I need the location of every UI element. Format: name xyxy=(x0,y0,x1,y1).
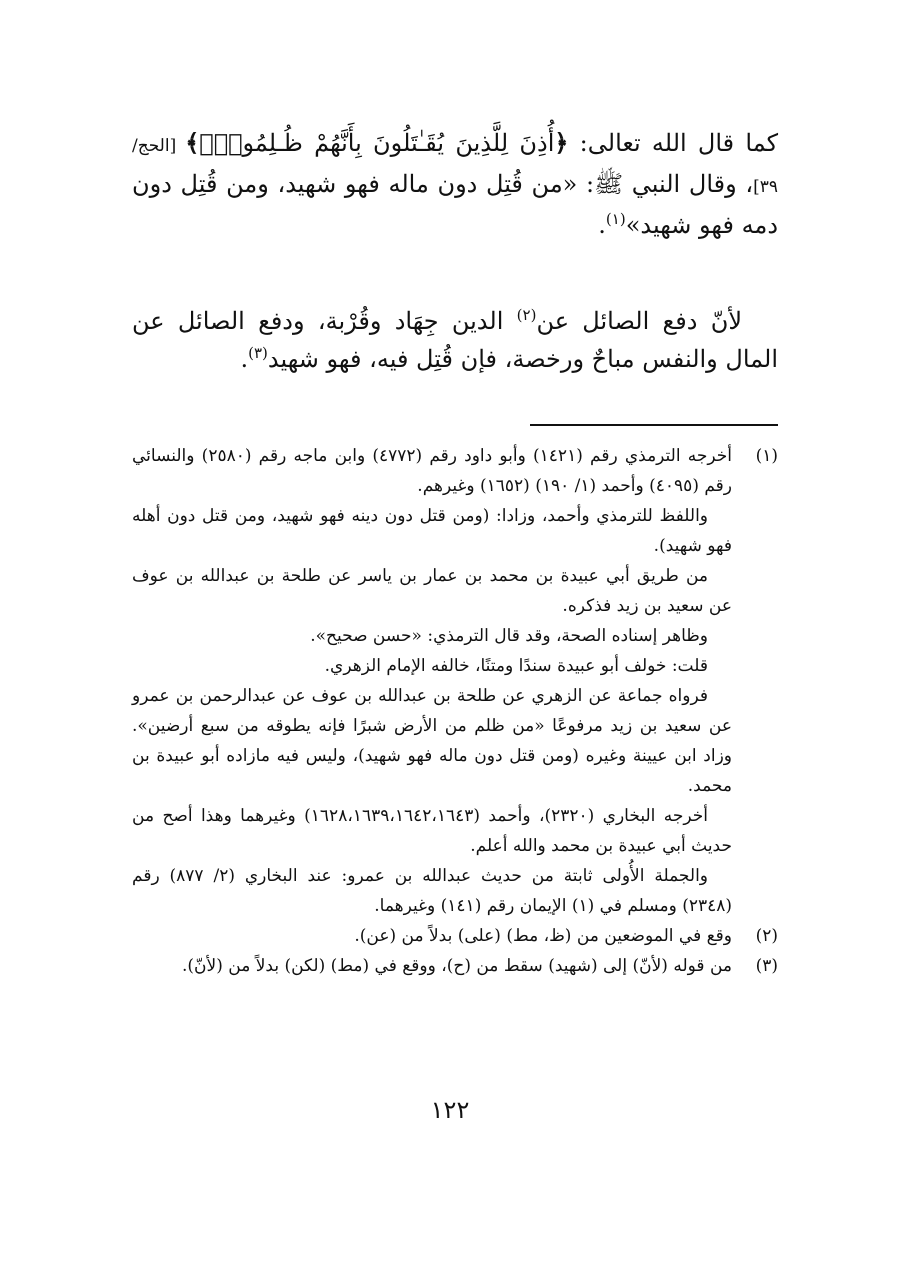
footnote-divider xyxy=(530,424,778,426)
paragraph-lead-text: كما قال الله تعالى: xyxy=(568,129,778,157)
footnote-line: فرواه جماعة عن الزهري عن طلحة بن عبدالله بن عوف عن عبدالرحمن بن عمرو عن سعيد بن زيد مرفوعًا «من ظلم من الأرض شبرًا فإنه يطوقه من سبع أرضين». وزاد ابن عيينة وغيره (ومن قتل دون ماله فهو شهيد)، وليس فيه مازاده أبو عبيدة بن محمد. xyxy=(132,686,732,796)
footnote-line: وظاهر إسناده الصحة، وقد قال الترمذي: «حسن صحيح». xyxy=(310,626,708,646)
footnote-line: وقع في الموضعين من (ظ، مط) (على) بدلاً من (عن). xyxy=(354,926,732,946)
footnote-line: من قوله (لأنّ) إلى (شهيد) سقط من (ح)، ووقع في (مط) (لكن) بدلاً من (لأنّ). xyxy=(182,956,732,976)
footnote-ref-2[interactable]: (٢) xyxy=(516,306,537,324)
body-paragraph-1 xyxy=(132,124,778,244)
quran-brace-open: ﴿ xyxy=(554,128,569,157)
footnote-line: من طريق أبي عبيدة بن محمد بن عمار بن ياسر عن طلحة بن عبدالله بن عوف عن سعيد بن زيد فذكره. xyxy=(132,566,732,616)
paragraph-text-part-3: . xyxy=(240,345,249,373)
footnote-line: أخرجه الترمذي رقم (١٤٢١) وأبو داود رقم (٤٧٧٢) وابن ماجه رقم (٢٥٨٠) والنسائي رقم (٤٠٩٥) وأحمد (١/ ١٩٠) (١٦٥٢) وغيرهم. xyxy=(132,446,732,496)
footnote-number: (٣) xyxy=(755,956,778,976)
footnote-number: (١) xyxy=(755,446,778,466)
page-number: ١٢٢ xyxy=(430,1096,470,1124)
quran-citation: [الحج/ ٣٩] xyxy=(132,136,778,197)
footnote-line: واللفظ للترمذي وأحمد، وزادا: (ومن قتل دون دينه فهو شهيد، ومن قتل دون أهله فهو شهيد). xyxy=(132,506,732,556)
quran-brace-close: ﴾ xyxy=(185,128,200,157)
footnote-line: قلت: خولف أبو عبيدة سندًا ومتنًا، خالفه الإمام الزهري. xyxy=(324,656,708,676)
sentence-end: . xyxy=(598,211,606,239)
quran-verse: أُذِنَ لِلَّذِينَ يُقَـٰتَلُونَ بِأَنَّهُمْ ظُـلِمُواْۚ xyxy=(199,129,555,157)
footnote-number: (٢) xyxy=(755,926,778,946)
footnote-ref-3[interactable]: (٣) xyxy=(248,344,268,362)
footnote-ref-1[interactable]: (١) xyxy=(605,210,626,228)
footnote-2 xyxy=(132,921,778,951)
hadith-text: «من قُتِل دون ماله فهو شهيد، ومن قُتِل دون دمه فهو شهيد» xyxy=(132,170,778,239)
footnote-3 xyxy=(132,951,778,981)
hadith-intro: ، وقال النبي ﷺ: xyxy=(577,170,754,198)
footnote-1 xyxy=(132,441,778,921)
footnote-line: أخرجه البخاري (٢٣٢٠)، وأحمد (١٦٢٨،١٦٣٩،١٦٤٢،١٦٤٣) وغيرهما وهذا أصح من حديث أبي عبيدة بن محمد والله أعلم. xyxy=(132,806,732,856)
body-paragraph-2 xyxy=(132,302,778,378)
paragraph-text-part-2: الدين جِهَاد وقُرْبة، ودفع الصائل عن المال والنفس مباحٌ ورخصة، فإن قُتِل فيه، فهو شهيد xyxy=(132,307,778,373)
paragraph-text-part-1: لأنّ دفع الصائل عن xyxy=(536,307,743,335)
footnotes-section xyxy=(132,441,778,981)
footnote-line: والجملة الأُولى ثابتة من حديث عبدالله بن عمرو: عند البخاري (٢/ ٨٧٧) رقم (٢٣٤٨) ومسلم في (١) الإيمان رقم (١٤١) وغيرهما. xyxy=(132,866,732,916)
